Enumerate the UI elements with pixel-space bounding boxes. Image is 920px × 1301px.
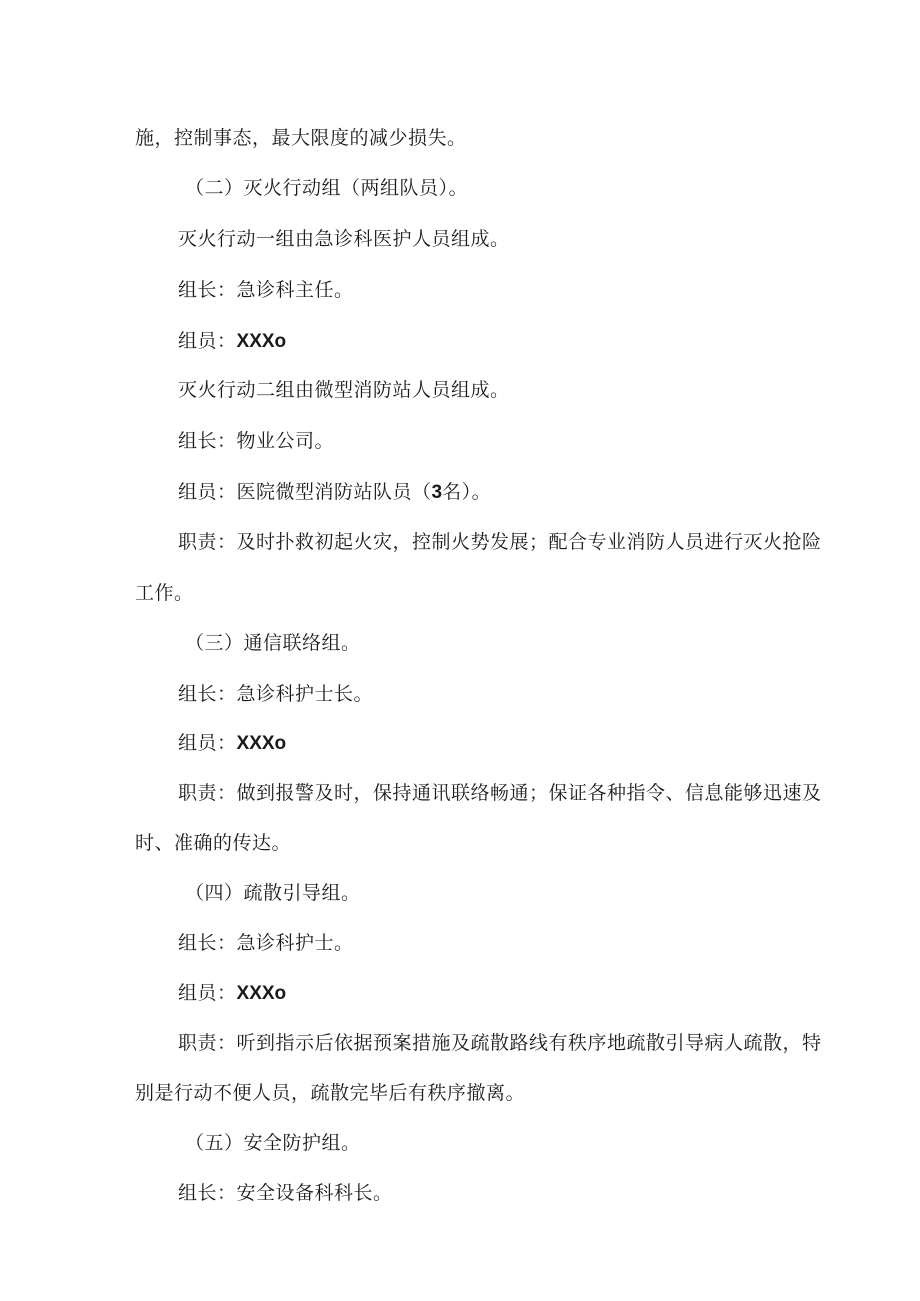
group-member-line bbox=[178, 480, 491, 505]
duty-paragraph: 职责：做到报警及时，保持通讯联络畅通；保证各种指令、信息能够迅速及 bbox=[178, 782, 822, 804]
group-leader-line: 组长：急诊科护士。 bbox=[178, 932, 354, 954]
member-label: 组员： bbox=[178, 982, 237, 1004]
duty-paragraph-continuation: 工作。 bbox=[135, 582, 194, 604]
section-heading-safety-group: （五）安全防护组。 bbox=[185, 1132, 361, 1154]
group-member-line bbox=[178, 981, 286, 1006]
group-leader-line: 组长：急诊科主任。 bbox=[178, 279, 354, 301]
member-label: 组员： bbox=[178, 732, 237, 754]
member-text-end: 名）。 bbox=[442, 481, 492, 503]
group-one-composition: 灭火行动一组由急诊科医护人员组成。 bbox=[178, 228, 510, 250]
member-text: 组员：医院微型消防站队员（ bbox=[178, 481, 432, 503]
group-member-line bbox=[178, 329, 286, 354]
group-leader-line: 组长：物业公司。 bbox=[178, 430, 335, 452]
group-member-line bbox=[178, 731, 286, 756]
section-heading-evacuation-group: （四）疏散引导组。 bbox=[185, 882, 361, 904]
member-value: XXXo bbox=[236, 983, 287, 1004]
duty-paragraph: 职责：及时扑救初起火灾，控制火势发展；配合专业消防人员进行灭火抢险 bbox=[178, 531, 822, 553]
member-count: 3 bbox=[431, 482, 443, 503]
duty-paragraph-continuation: 别是行动不便人员，疏散完毕后有秩序撤离。 bbox=[135, 1082, 526, 1104]
member-value: XXXo bbox=[236, 331, 287, 352]
duty-paragraph: 职责：听到指示后依据预案措施及疏散路线有秩序地疏散引导病人疏散，特 bbox=[178, 1032, 822, 1054]
member-value: XXXo bbox=[236, 733, 287, 754]
group-leader-line: 组长：安全设备科科长。 bbox=[178, 1182, 393, 1204]
member-label: 组员： bbox=[178, 330, 237, 352]
group-leader-line: 组长：急诊科护士长。 bbox=[178, 683, 374, 705]
paragraph-continuation: 施，控制事态，最大限度的减少损失。 bbox=[135, 127, 467, 149]
section-heading-firefighting-group: （二）灭火行动组（两组队员）。 bbox=[185, 177, 469, 199]
group-two-composition: 灭火行动二组由微型消防站人员组成。 bbox=[178, 379, 510, 401]
section-heading-communication-group: （三）通信联络组。 bbox=[185, 632, 361, 654]
duty-paragraph-continuation: 时、准确的传达。 bbox=[135, 832, 292, 854]
